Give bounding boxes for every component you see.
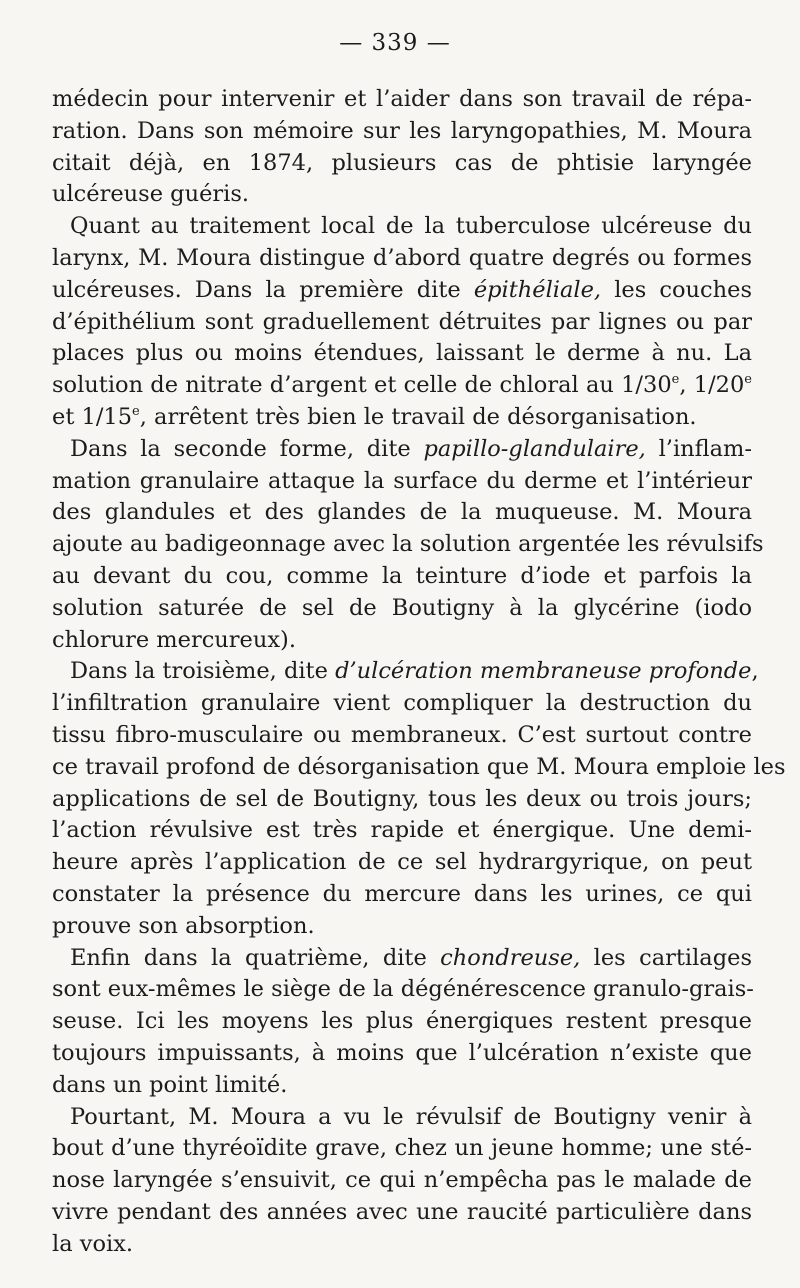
text-run: places plus ou moins étendues, laissant le derme à nu. La [52, 340, 752, 367]
text-run: seuse. Ici les moyens les plus énergiques restent presque [52, 1008, 752, 1035]
text-run: dans un point limité. [52, 1071, 288, 1098]
text-run: , arrêtent très bien le travail de désorganisation. [139, 403, 697, 430]
text-run: sont eux-mêmes le siège de la dégénérescence granulo-grais- [52, 976, 754, 1003]
text-run: mation granulaire attaque la surface du derme et l’intérieur [52, 467, 752, 494]
text-run: les couches [601, 276, 752, 303]
text-line [52, 243, 752, 275]
text-line [52, 752, 786, 784]
text-line [52, 656, 759, 688]
text-run: l’action révulsive est très rapide et énergique. Une demi- [52, 817, 752, 844]
paragraph [52, 434, 764, 657]
text-run: les cartilages [580, 944, 752, 971]
text-line [52, 402, 752, 434]
text-run: solution saturée de sel de Boutigny à la glycérine (iodo [52, 594, 752, 621]
text-run: ulcéreuse guéris. [52, 181, 250, 208]
text-line [52, 1165, 752, 1197]
text-line [52, 720, 752, 752]
italic-term: chondreuse, [440, 944, 581, 971]
text-run: prouve son absorption. [52, 912, 315, 939]
text-line [52, 1070, 752, 1102]
text-run: toujours impuissants, à moins que l’ulcération n’existe que [52, 1039, 752, 1066]
text-run: vivre pendant des années avec une raucité particulière dans [52, 1198, 752, 1225]
text-run: , 1/20 [679, 372, 745, 399]
text-line [52, 974, 752, 1006]
italic-term: papillo-glandulaire, [423, 435, 646, 462]
paragraph [52, 1102, 752, 1261]
text-run: constater la présence du mercure dans les urines, ce qui [52, 880, 752, 907]
body-text [52, 84, 786, 1260]
text-run: Dans la troisième, dite [70, 658, 336, 685]
text-run: larynx, M. Moura distingue d’abord quatre degrés ou formes [52, 244, 752, 271]
text-run: et 1/15 [52, 403, 133, 430]
text-line [52, 784, 752, 816]
text-line [52, 529, 764, 561]
text-run: citait déjà, en 1874, plusieurs cas de phtisie laryngée [52, 149, 752, 176]
text-line [52, 1229, 752, 1261]
text-line [52, 148, 752, 180]
paragraph [52, 211, 752, 434]
text-line [52, 211, 752, 243]
text-line [52, 370, 752, 402]
text-run: médecin pour intervenir et l’aider dans son travail de répa- [52, 86, 752, 112]
text-run: nose laryngée s’ensuivit, ce qui n’empêcha pas le malade de [52, 1167, 752, 1194]
text-run: Enfin dans la quatrième, dite [70, 944, 441, 971]
text-line [52, 116, 752, 148]
text-run: des glandules et des glandes de la muqueuse. M. Moura [52, 499, 752, 526]
paragraph [52, 656, 786, 942]
text-line [52, 943, 752, 975]
text-run: tissu fibro-musculaire ou membraneux. C’est surtout contre [52, 721, 752, 748]
text-line [52, 338, 752, 370]
text-run: ajoute au badigeonnage avec la solution argentée les révulsifs [52, 531, 764, 558]
text-line [52, 275, 752, 307]
text-line [52, 561, 752, 593]
text-line [52, 84, 752, 116]
text-run: , [751, 658, 759, 685]
text-run: Quant au traitement local de la tuberculose ulcéreuse du [70, 213, 752, 240]
text-run: chlorure mercureux). [52, 626, 296, 653]
text-line [52, 466, 752, 498]
text-line [52, 1006, 752, 1038]
text-run: la voix. [52, 1230, 134, 1257]
text-run: d’épithélium sont graduellement détruites par lignes ou par [52, 308, 752, 335]
text-line [52, 815, 752, 847]
text-line [52, 1197, 752, 1229]
text-line [52, 497, 752, 529]
text-line [52, 179, 752, 211]
text-run: Dans la seconde forme, dite [70, 435, 424, 462]
text-line [52, 688, 752, 720]
text-line [52, 879, 752, 911]
page-number: — 339 — [339, 30, 451, 56]
text-line [52, 1038, 752, 1070]
text-run: ulcéreuses. Dans la première dite [52, 276, 474, 303]
paragraph [52, 84, 752, 211]
text-run: heure après l’application de ce sel hydrargyrique, on peut [52, 849, 752, 876]
paragraph [52, 943, 752, 1102]
italic-term: d’ulcération membraneuse profonde [335, 658, 752, 685]
text-line [52, 593, 752, 625]
text-line [52, 1102, 752, 1134]
text-run: bout d’une thyréoïdite grave, chez un jeune homme; une sté- [52, 1135, 752, 1162]
text-line [52, 434, 752, 466]
italic-term: épithéliale, [473, 276, 602, 303]
text-line [52, 307, 752, 339]
text-run: solution de nitrate d’argent et celle de chloral au 1/30 [52, 372, 672, 399]
text-line [52, 911, 752, 943]
superscript: e [132, 403, 140, 419]
text-run: ce travail profond de désorganisation que M. Moura emploie les [52, 753, 786, 780]
text-line [52, 625, 752, 657]
text-run: l’infiltration granulaire vient compliquer la destruction du [52, 690, 752, 717]
text-run: au devant du cou, comme la teinture d’iode et parfois la [52, 562, 752, 589]
text-line [52, 1133, 752, 1165]
text-run: l’inflam- [645, 435, 752, 462]
text-run: applications de sel de Boutigny, tous les deux ou trois jours; [52, 785, 752, 812]
superscript: e [671, 372, 680, 388]
text-run: Pourtant, M. Moura a vu le révulsif de Boutigny venir à [70, 1103, 752, 1130]
text-line [52, 847, 752, 879]
superscript: e [744, 372, 752, 388]
text-run: ration. Dans son mémoire sur les laryngopathies, M. Moura [52, 117, 752, 144]
